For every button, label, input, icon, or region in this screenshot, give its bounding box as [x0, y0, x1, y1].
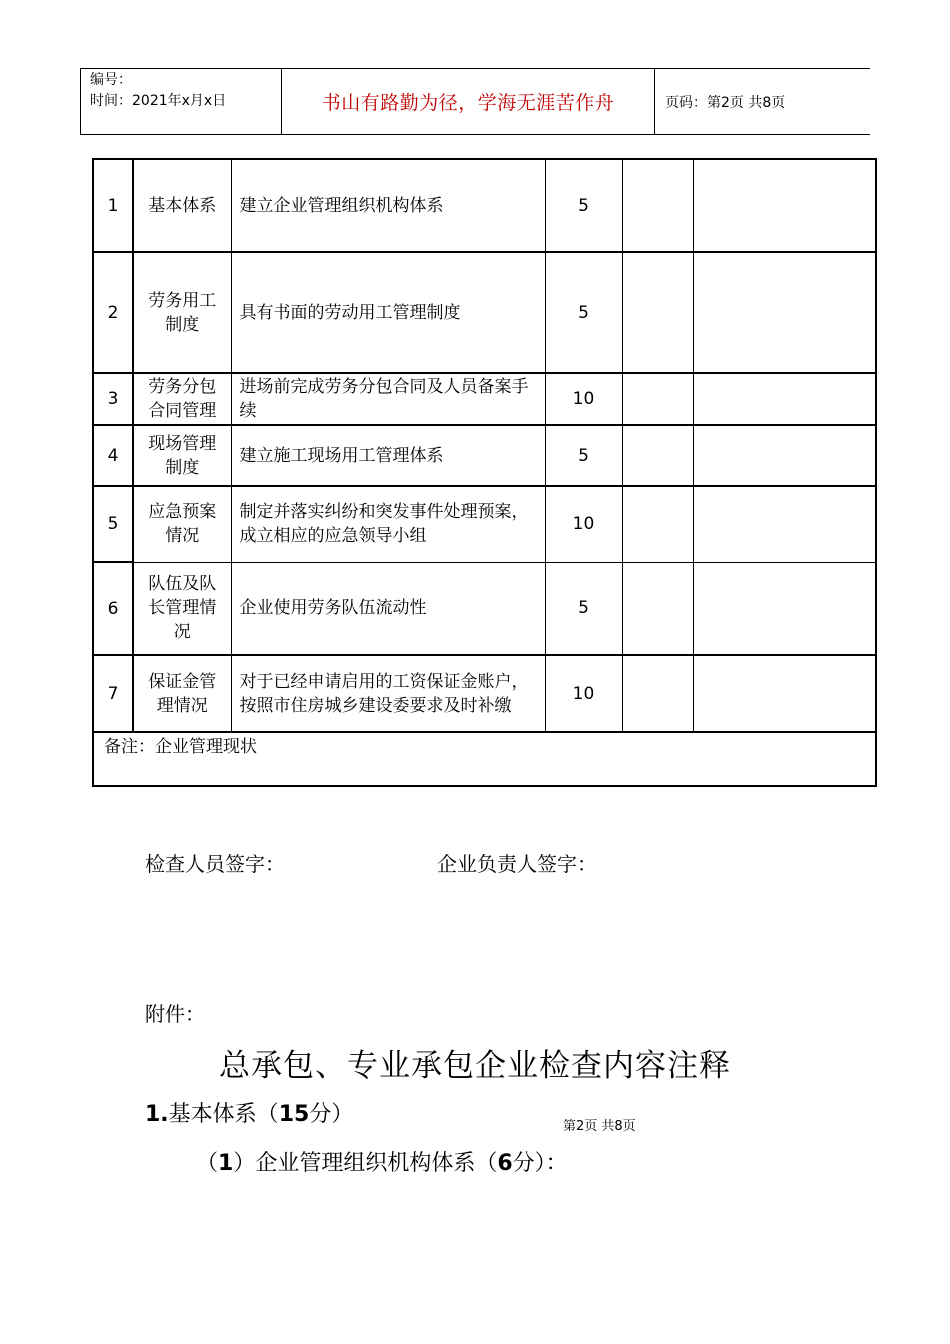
section-1-end: 分） — [309, 1102, 354, 1127]
row-number: 3 — [93, 373, 133, 425]
table-row — [93, 425, 876, 486]
row-score: 10 — [545, 655, 622, 732]
section-1-number: 1. — [145, 1102, 169, 1127]
row-content: 具有书面的劳动用工管理制度 — [231, 252, 545, 373]
section-1-text: 基本体系（ — [168, 1102, 279, 1127]
time-label: 时间：2021年x月x日 — [90, 93, 227, 109]
header-motto: 书山有路勤为径，学海无涯苦作舟 — [282, 69, 655, 134]
row-category: 劳务用工制度 — [133, 252, 231, 373]
subsection-1-score: 6 — [497, 1151, 513, 1176]
row-score: 5 — [545, 562, 622, 655]
table-row — [93, 159, 876, 252]
footer-page-number: 第2页 共8页 — [563, 1119, 636, 1134]
row-content: 进场前完成劳务分包合同及人员备案手续 — [231, 373, 545, 425]
company-head-signature-label: 企业负责人签字： — [437, 852, 597, 876]
row-content: 制定并落实纠纷和突发事件处理预案，成立相应的应急领导小组 — [231, 486, 545, 562]
table-row — [93, 252, 876, 373]
subsection-1-number: 1 — [218, 1151, 234, 1176]
remark-row — [93, 732, 876, 786]
row-number: 7 — [93, 655, 133, 732]
row-category: 劳务分包合同管理 — [133, 373, 231, 425]
subsection-1-heading — [196, 1146, 568, 1177]
row-score: 5 — [545, 159, 622, 252]
table-row — [93, 655, 876, 732]
subsection-1-open: （ — [196, 1151, 219, 1176]
row-number: 6 — [93, 562, 133, 655]
header-page-label: 页码：第2页 共8页 — [665, 94, 786, 111]
row-content: 建立施工现场用工管理体系 — [231, 425, 545, 486]
row-empty-cell — [622, 425, 693, 486]
row-empty-cell — [693, 486, 876, 562]
row-category: 应急预案情况 — [133, 486, 231, 562]
attachment-label: 附件： — [145, 1002, 205, 1026]
row-empty-cell — [693, 562, 876, 655]
row-number: 1 — [93, 159, 133, 252]
row-empty-cell — [693, 425, 876, 486]
remark-cell: 备注：企业管理现状 — [93, 732, 876, 786]
row-score: 5 — [545, 425, 622, 486]
row-score: 10 — [545, 486, 622, 562]
section-1-score: 15 — [278, 1102, 310, 1127]
row-score: 5 — [545, 252, 622, 373]
row-category: 现场管理制度 — [133, 425, 231, 486]
row-empty-cell — [622, 252, 693, 373]
row-content: 企业使用劳务队伍流动性 — [231, 562, 545, 655]
row-empty-cell — [622, 159, 693, 252]
row-empty-cell — [693, 252, 876, 373]
row-content: 建立企业管理组织机构体系 — [231, 159, 545, 252]
header-meta — [81, 69, 282, 134]
row-score: 10 — [545, 373, 622, 425]
row-empty-cell — [693, 655, 876, 732]
row-number: 5 — [93, 486, 133, 562]
document-header — [80, 68, 870, 135]
table-row — [93, 562, 876, 655]
row-empty-cell — [622, 562, 693, 655]
inspector-signature-label: 检查人员签字： — [145, 852, 285, 876]
row-number: 4 — [93, 425, 133, 486]
row-category: 队伍及队长管理情况 — [133, 562, 231, 655]
subsection-1-text: ）企业管理组织机构体系（ — [233, 1151, 498, 1176]
row-empty-cell — [622, 373, 693, 425]
section-1-heading — [145, 1097, 353, 1128]
attachment-title: 总承包、专业承包企业检查内容注释 — [219, 1048, 731, 1084]
row-category: 保证金管理情况 — [133, 655, 231, 732]
row-empty-cell — [693, 159, 876, 252]
row-empty-cell — [622, 655, 693, 732]
row-content: 对于已经申请启用的工资保证金账户，按照市住房城乡建设委要求及时补缴 — [231, 655, 545, 732]
row-category: 基本体系 — [133, 159, 231, 252]
inspection-table — [92, 158, 877, 787]
code-label: 编号： — [90, 72, 132, 88]
table-row — [93, 486, 876, 562]
table-row — [93, 373, 876, 425]
row-empty-cell — [693, 373, 876, 425]
row-number: 2 — [93, 252, 133, 373]
row-empty-cell — [622, 486, 693, 562]
subsection-1-end: 分）： — [512, 1151, 568, 1176]
